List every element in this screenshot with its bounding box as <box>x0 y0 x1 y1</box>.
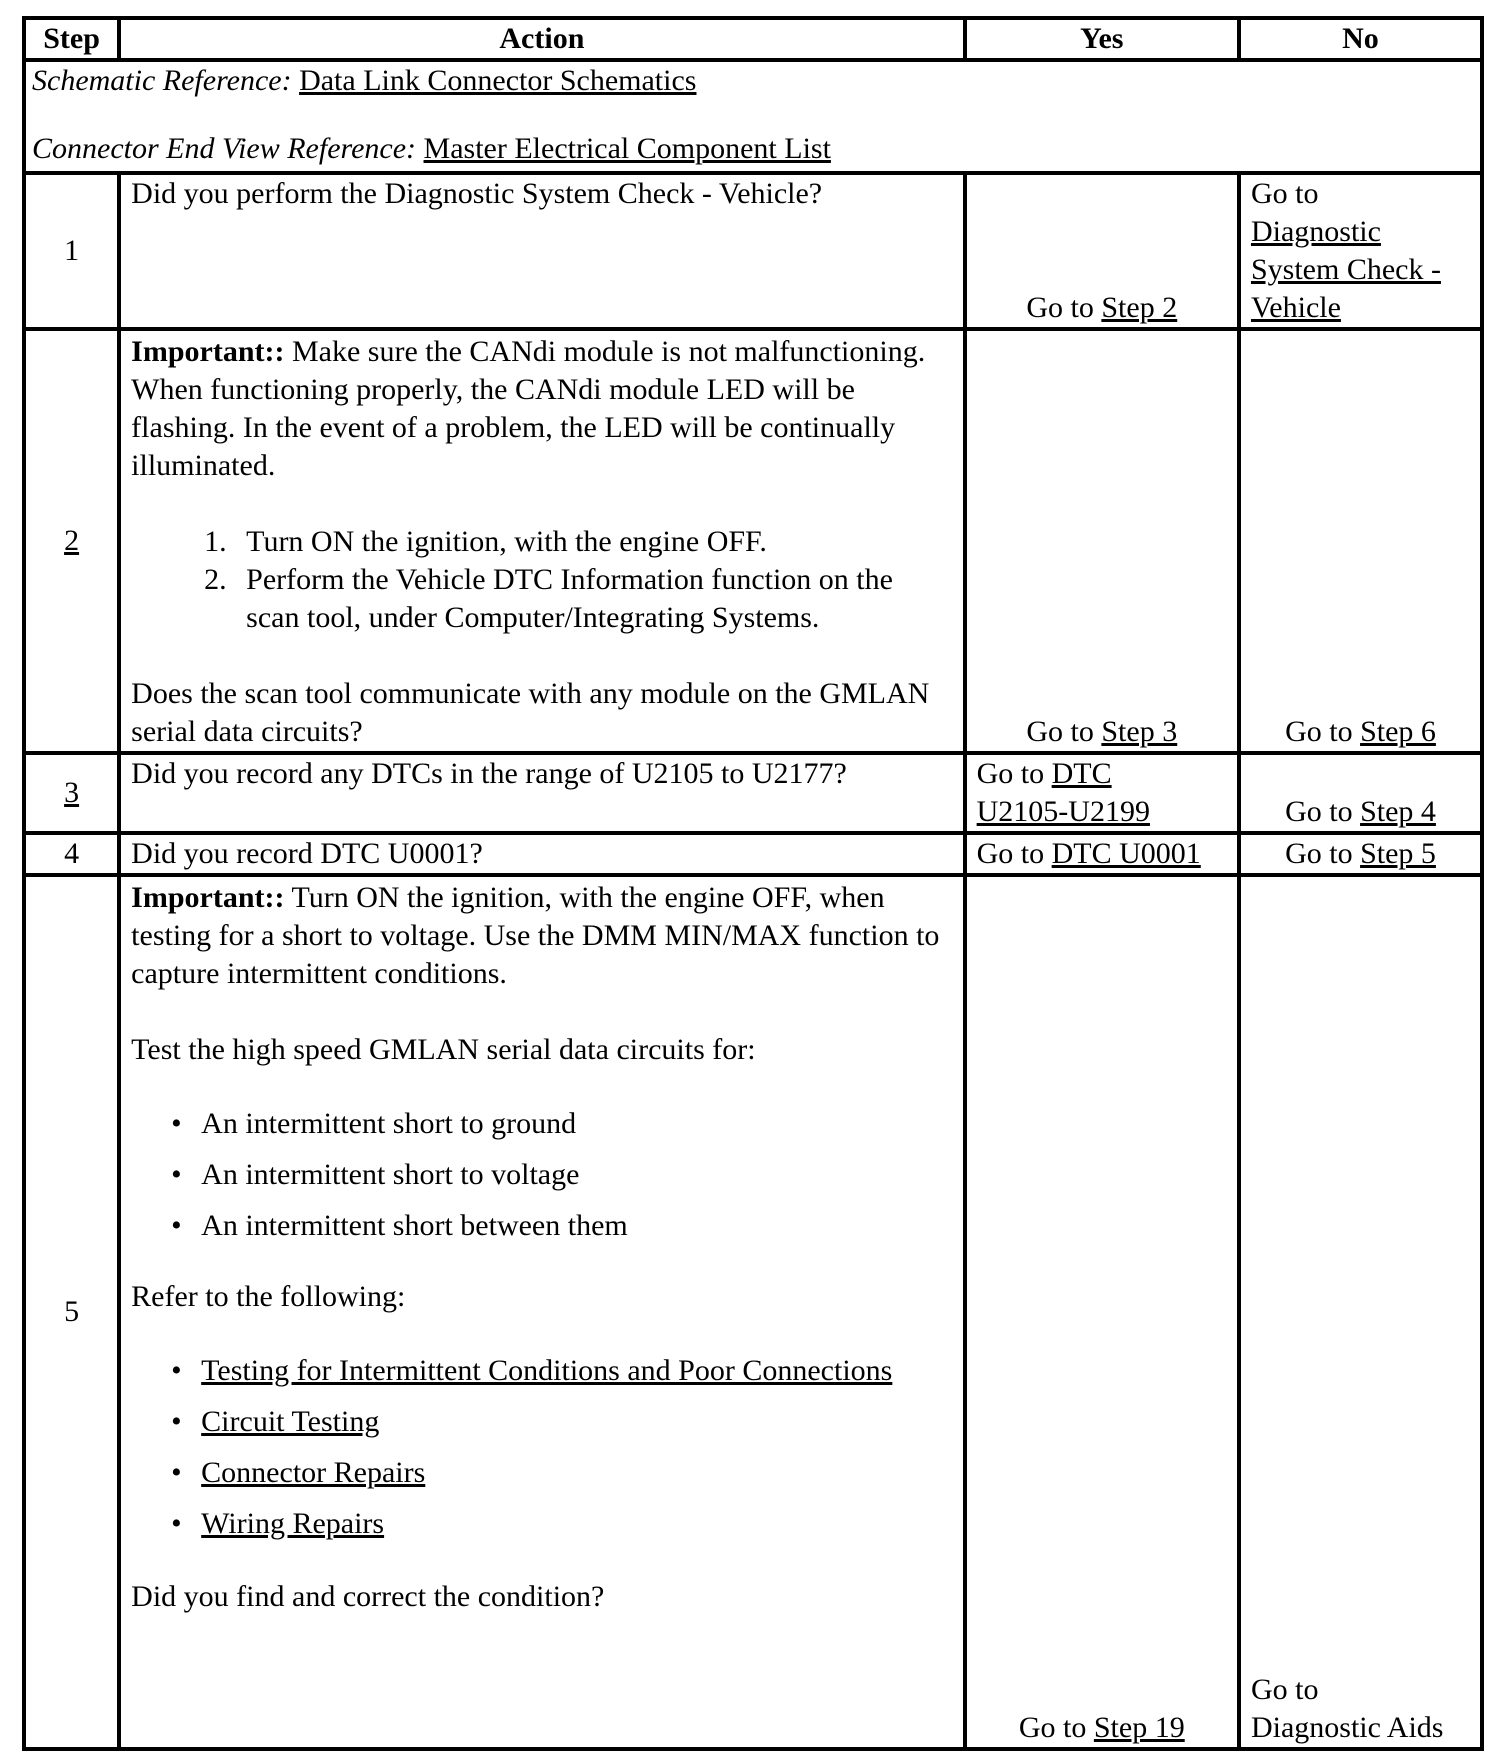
yes-cell <box>965 329 1239 753</box>
important-note <box>131 879 952 993</box>
action-cell <box>119 329 964 753</box>
step-number: 1 <box>24 173 119 329</box>
yes-link-dtc-range[interactable]: U2105-U2199 <box>976 795 1150 828</box>
step-number-link[interactable]: 3 <box>64 776 80 809</box>
yes-prefix: Go to <box>1026 715 1102 748</box>
connector-reference <box>32 130 1470 168</box>
yes-link-step-19[interactable]: Step 19 <box>1093 1711 1185 1744</box>
no-prefix: Go to <box>1250 177 1319 210</box>
list-item <box>201 1505 952 1543</box>
test-list <box>131 1105 952 1245</box>
yes-link-dtc[interactable]: DTC <box>1051 757 1112 790</box>
refer-list <box>131 1352 952 1543</box>
important-note <box>131 333 952 485</box>
list-item <box>201 1454 952 1492</box>
list-item <box>201 1352 952 1390</box>
step-number-link[interactable]: 2 <box>64 524 80 557</box>
refer-intro: Refer to the following: <box>131 1280 406 1313</box>
yes-prefix: Go to <box>1026 291 1102 324</box>
header-yes: Yes <box>965 18 1239 60</box>
yes-cell <box>965 753 1239 833</box>
procedure-list <box>131 523 952 637</box>
no-cell <box>1239 753 1482 833</box>
action-question: Did you record any DTCs in the range of U2105 to U2177? <box>131 757 847 790</box>
no-prefix: Go to <box>1285 715 1361 748</box>
action-cell <box>119 753 964 833</box>
action-cell <box>119 173 964 329</box>
reference-cell <box>24 60 1482 173</box>
step-number-cell <box>24 753 119 833</box>
step-number: 4 <box>24 833 119 875</box>
yes-link-step-3[interactable]: Step 3 <box>1101 715 1178 748</box>
header-no: No <box>1239 18 1482 60</box>
connector-reference-link[interactable]: Master Electrical Component List <box>423 132 831 165</box>
no-diagnostic-aids: Diagnostic Aids <box>1250 1711 1444 1744</box>
no-cell <box>1239 833 1482 875</box>
no-cell <box>1239 329 1482 753</box>
list-item <box>201 1403 952 1441</box>
schematic-reference-link[interactable]: Data Link Connector Schematics <box>299 64 697 97</box>
action-question: Did you find and correct the condition? <box>131 1580 605 1613</box>
list-item: 1. Turn ON the ignition, with the engine OFF. <box>234 523 952 561</box>
no-cell <box>1239 173 1482 329</box>
important-text: Turn ON the ignition, with the engine OFF, when testing for a short to voltage. Use the DMM MIN/MAX function to capture intermittent conditions. <box>131 881 940 990</box>
no-cell <box>1239 875 1482 1749</box>
link-connector-repairs[interactable]: Connector Repairs <box>201 1456 426 1489</box>
header-action: Action <box>119 18 964 60</box>
step-number-cell <box>24 329 119 753</box>
yes-prefix: Go to <box>976 837 1052 870</box>
yes-prefix: Go to <box>1018 1711 1094 1744</box>
no-prefix: Go to <box>1285 795 1361 828</box>
schematic-reference-label: Schematic Reference: <box>32 64 292 97</box>
action-cell <box>119 875 964 1749</box>
yes-prefix: Go to <box>976 757 1052 790</box>
important-label: Important:: <box>131 881 285 914</box>
step-number: 5 <box>24 875 119 1749</box>
yes-cell <box>965 173 1239 329</box>
link-circuit-testing[interactable]: Circuit Testing <box>201 1405 380 1438</box>
table-row <box>24 329 1482 753</box>
yes-cell <box>965 833 1239 875</box>
important-label: Important:: <box>131 335 285 368</box>
table-row <box>24 173 1482 329</box>
yes-cell <box>965 875 1239 1749</box>
no-link-step-4[interactable]: Step 4 <box>1360 795 1436 828</box>
link-testing-intermittent[interactable]: Testing for Intermittent Conditions and Poor Connections <box>201 1354 893 1387</box>
yes-link-dtc-u0001[interactable]: DTC U0001 <box>1051 837 1201 870</box>
no-prefix: Go to <box>1285 837 1361 870</box>
link-wiring-repairs[interactable]: Wiring Repairs <box>201 1507 385 1540</box>
action-cell <box>119 833 964 875</box>
no-link-step-6[interactable]: Step 6 <box>1360 715 1436 748</box>
action-question: Did you perform the Diagnostic System Check - Vehicle? <box>131 177 823 210</box>
list-item: 2. Perform the Vehicle DTC Information function on the scan tool, under Computer/Integrating Systems. <box>234 561 952 637</box>
header-step: Step <box>24 18 119 60</box>
important-text: Make sure the CANdi module is not malfunctioning. When functioning properly, the CANdi module LED will be flashing. In the event of a problem, the LED will be continually illuminated. <box>131 335 926 482</box>
action-question: Did you record DTC U0001? <box>131 837 483 870</box>
reference-row <box>24 60 1482 173</box>
list-item: • An intermittent short between them <box>201 1207 952 1245</box>
connector-reference-label: Connector End View Reference: <box>32 132 417 165</box>
no-link-diagnostic-system-check[interactable]: Diagnostic System Check - Vehicle <box>1250 215 1441 324</box>
no-prefix: Go to <box>1250 1673 1319 1706</box>
diagnostic-steps-table <box>22 16 1484 1751</box>
action-question: Does the scan tool communicate with any module on the GMLAN serial data circuits? <box>131 677 930 748</box>
list-item: • An intermittent short to voltage <box>201 1156 952 1194</box>
yes-link-step-2[interactable]: Step 2 <box>1101 291 1178 324</box>
test-intro: Test the high speed GMLAN serial data circuits for: <box>131 1033 756 1066</box>
schematic-reference <box>32 62 1470 100</box>
table-row <box>24 875 1482 1749</box>
no-link-step-5[interactable]: Step 5 <box>1360 837 1436 870</box>
table-row <box>24 833 1482 875</box>
header-row <box>24 18 1482 60</box>
table-row <box>24 753 1482 833</box>
list-item: • An intermittent short to ground <box>201 1105 952 1143</box>
